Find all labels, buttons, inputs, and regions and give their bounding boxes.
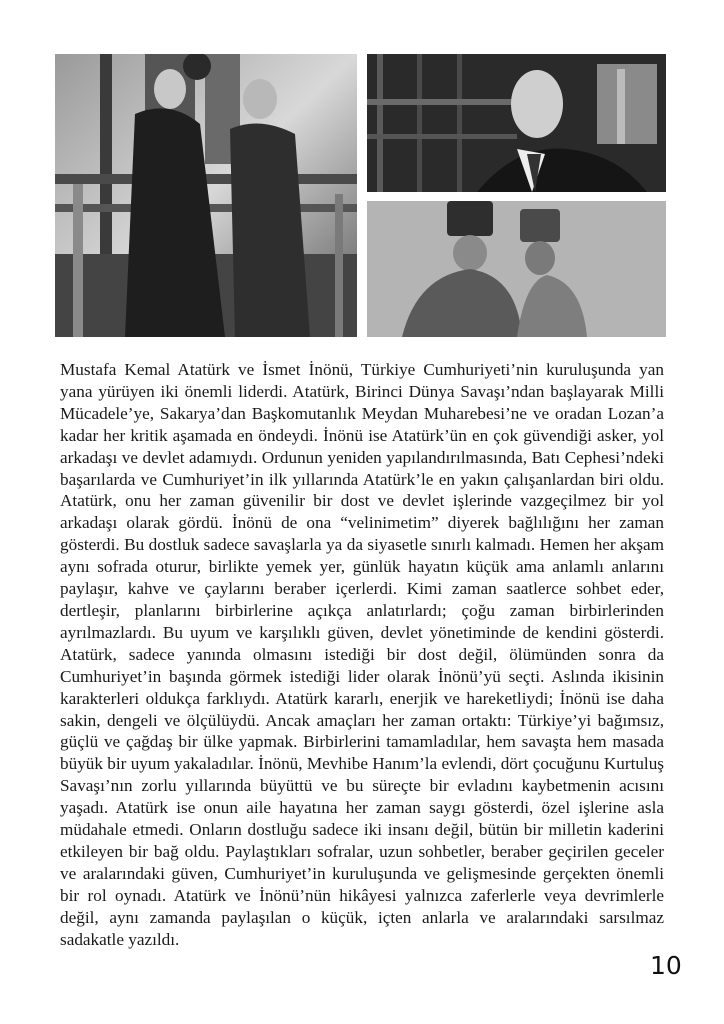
photo-ataturk-inonu-fence <box>55 54 357 337</box>
page-number: 10 <box>650 951 682 980</box>
photo-ataturk-inonu-uniform <box>367 201 666 337</box>
photo-inonu-portrait <box>367 54 666 192</box>
body-paragraph: Mustafa Kemal Atatürk ve İsmet İnönü, Türkiye Cumhuriyeti’nin kuruluşunda yan yana yürüyen iki önemli liderdi. Atatürk, Birinci Dünya Savaşı’ndan başlayarak Milli Mücadele’ye, Sakarya’dan Başkomutanlık Meydan Muharebesi’ne ve oradan Lozan’a kadar her kritik aşamada en öndeydi. İnönü ise Atatürk’ün en çok güvendiği asker, yol arkadaşı ve devlet adamıydı. Ordunun yeniden yapılandırılmasında, Batı Cephesi’ndeki başarılarda ve Cumhuriyet’in ilk yıllarında Atatürk’le en yakın çalışanlardan biri oldu. Atatürk, onu her zaman güvenilir bir dost ve devlet işlerinde vazgeçilmez bir yol arkadaşı olarak gördü. İnönü de ona “velinimetim” diyerek bağlılığını her zaman gösterdi. Bu dostluk sadece savaşlarla ya da siyasetle sınırlı kalmadı. Hemen her akşam aynı sofrada oturur, birlikte yemek yer, günlük hayatın küçük ama anlamlı anlarını paylaşır, kahve ve çaylarını beraber içerlerdi. Kimi zaman saatlerce sohbet eder, dertleşir, planlarını birbirlerine açıkça anlatırlardı; çoğu zaman birbirlerinden ayrılmazlardı. Bu uyum ve karşılıklı güven, devlet yönetiminde de kendini gösterdi. Atatürk, sadece yanında olmasını istediği bir dost değil, ölümünden sonra da Cumhuriyet’in başında görmek istediği lider olarak İnönü’yü seçti. Aslında ikisinin karakterleri oldukça farklıydı. Atatürk kararlı, enerjik ve hareketliydi; İnönü ise daha sakin, dengeli ve ölçülüydü. Ancak amaçları her zaman ortaktı: Türkiye’yi bağımsız, güçlü ve çağdaş bir ülke yapmak. Birbirlerini tamamladılar, hem savaşta hem masada büyük bir uyum yakaladılar. İnönü, Mevhibe Hanım’la evlendi, dört çocuğunu Kurtuluş Savaşı’nın zorlu yıllarında büyüttü ve bu süreçte bir evladını kaybetmenin acısını yaşadı. Atatürk ise onun aile hayatına her zaman saygı gösterdi, özel işlerine asla müdahale etmedi. Onların dostluğu sadece iki insanı değil, bütün bir milletin kaderini etkileyen bir bağ oldu. Paylaştıkları sofralar, uzun sohbetler, beraber geçirilen geceler ve aralarındaki güven, Cumhuriyet’in kuruluşunda ve gelişmesinde gerçekten önemli bir rol oynadı. Atatürk ve İnönü’nün hikâyesi yalnızca zaferlerle veya devrimlerle değil, aynı zamanda paylaşılan o küçük, içten anlarla ve aralarındaki sarsılmaz sadakatle yazıldı. <box>60 360 664 949</box>
